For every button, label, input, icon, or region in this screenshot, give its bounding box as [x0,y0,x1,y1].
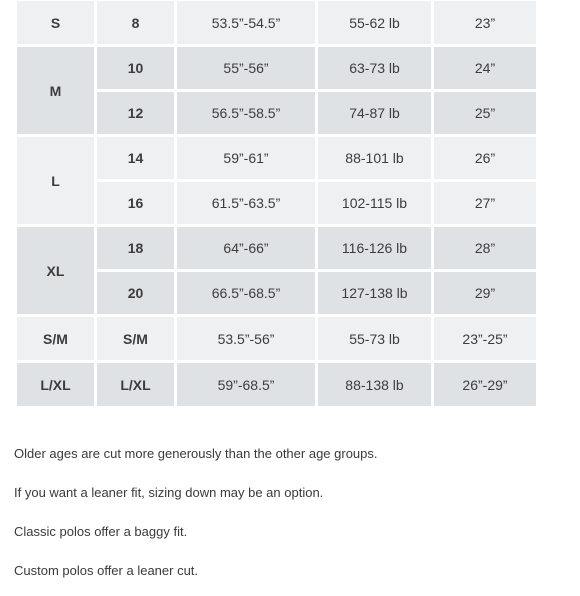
size-cell: XL [17,227,94,314]
age-cell: 16 [97,182,174,224]
size-cell: S [17,1,94,44]
chest-cell: 28” [434,227,536,269]
size-cell: S/M [17,317,94,360]
height-cell: 66.5”-68.5” [177,272,315,314]
age-cell: 14 [97,137,174,179]
weight-cell: 127-138 lb [318,272,431,314]
age-cell: 8 [97,1,174,44]
chest-cell: 27” [434,182,536,224]
chest-cell: 29” [434,272,536,314]
weight-cell: 102-115 lb [318,182,431,224]
table-row [17,363,536,406]
age-cell: L/XL [97,363,174,406]
weight-cell: 74-87 lb [318,92,431,134]
table-row [17,182,536,224]
table-row [17,1,536,44]
table-row [17,227,536,269]
chest-cell: 23” [434,1,536,44]
weight-cell: 116-126 lb [318,227,431,269]
height-cell: 55”-56” [177,47,315,89]
size-cell: L/XL [17,363,94,406]
height-cell: 61.5”-63.5” [177,182,315,224]
height-cell: 56.5”-58.5” [177,92,315,134]
weight-cell: 88-138 lb [318,363,431,406]
chest-cell: 26” [434,137,536,179]
note-older-ages: Older ages are cut more generously than the other age groups. [14,446,378,461]
age-cell: S/M [97,317,174,360]
weight-cell: 88-101 lb [318,137,431,179]
height-cell: 53.5”-54.5” [177,1,315,44]
table-row [17,317,536,360]
size-cell: M [17,47,94,134]
chest-cell: 24” [434,47,536,89]
chest-cell: 23”-25” [434,317,536,360]
size-chart-table [14,0,539,409]
height-cell: 53.5”-56” [177,317,315,360]
weight-cell: 55-73 lb [318,317,431,360]
height-cell: 59”-68.5” [177,363,315,406]
table-row [17,47,536,89]
table-row [17,272,536,314]
age-cell: 12 [97,92,174,134]
fit-notes [14,440,564,596]
size-cell: L [17,137,94,224]
height-cell: 64”-66” [177,227,315,269]
age-cell: 18 [97,227,174,269]
height-cell: 59”-61” [177,137,315,179]
chest-cell: 25” [434,92,536,134]
weight-cell: 55-62 lb [318,1,431,44]
age-cell: 20 [97,272,174,314]
table-row [17,137,536,179]
weight-cell: 63-73 lb [318,47,431,89]
note-custom-polos: Custom polos offer a leaner cut. [14,563,199,578]
chest-cell: 26”-29” [434,363,536,406]
note-classic-polos: Classic polos offer a baggy fit. [14,524,188,539]
table-row [17,92,536,134]
age-cell: 10 [97,47,174,89]
note-leaner-fit: If you want a leaner fit, sizing down may be an option. [14,485,324,500]
